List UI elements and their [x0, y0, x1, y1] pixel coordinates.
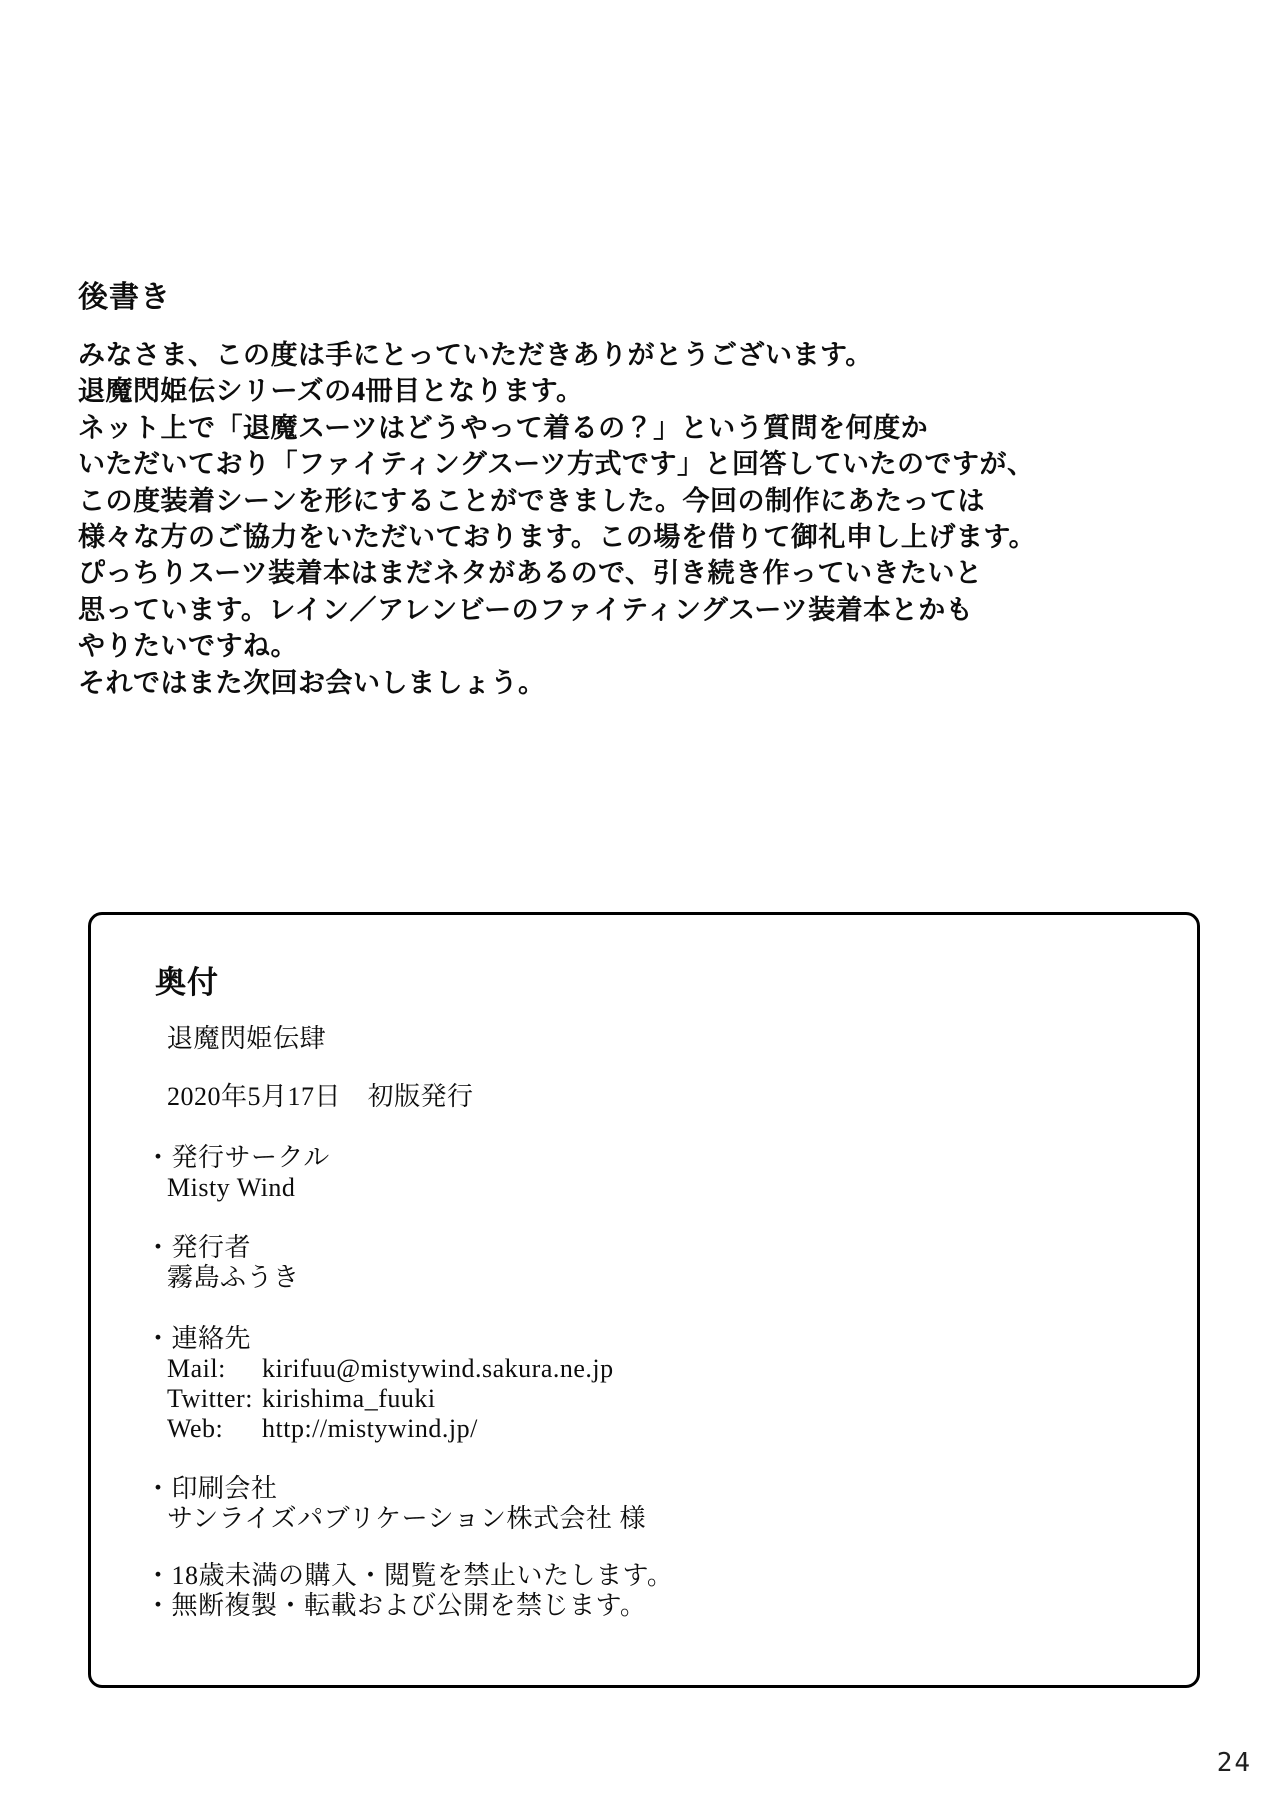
contact-value: kirifuu@mistywind.sakura.ne.jp [262, 1354, 614, 1383]
afterword-line: この度装着シーンを形にすることができました。今回の制作にあたっては [78, 485, 985, 516]
printer-section-value: サンライズパブリケーション株式会社 様 [167, 1504, 647, 1533]
colophon-heading: 奥付 [155, 965, 219, 1000]
contact-key: Mail: [167, 1354, 226, 1383]
afterword-line: それではまた次回お会いしましょう。 [78, 667, 546, 698]
afterword-line: 思っています。レイン／アレンビーのファイティングスーツ装着本とかも [78, 594, 974, 625]
afterword-section [78, 280, 1083, 701]
afterword-body [78, 337, 1083, 701]
publisher-section-value: 霧島ふうき [167, 1263, 300, 1292]
notice-line: ・18歳未満の購入・閲覧を禁止いたします。 [145, 1561, 674, 1590]
afterword-line: ネット上で「退魔スーツはどうやって着るの？」という質問を何度か [78, 412, 929, 443]
publisher-section-label: ・発行者 [145, 1233, 252, 1262]
afterword-line: 様々な方のご協力をいただいております。この場を借りて御礼申し上げます。 [78, 522, 1037, 553]
colophon-title: 退魔閃姫伝肆 [167, 1024, 327, 1053]
afterword-heading: 後書き [78, 281, 171, 314]
contact-row [167, 1414, 478, 1444]
colophon-date: 2020年5月17日 初版発行 [167, 1082, 474, 1111]
contact-key: Web: [167, 1414, 224, 1443]
colophon-box [88, 912, 1200, 1688]
contact-row [167, 1354, 614, 1384]
contact-value: http://mistywind.jp/ [262, 1414, 478, 1443]
afterword-line: やりたいですね。 [78, 631, 298, 662]
notice-line: ・無断複製・転載および公開を禁じます。 [145, 1591, 647, 1620]
afterword-line: みなさま、この度は手にとっていただきありがとうございます。 [78, 340, 873, 370]
contact-value: kirishima_fuuki [262, 1384, 436, 1413]
circle-section-label: ・発行サークル [145, 1143, 330, 1172]
page-number: 24 [1216, 1748, 1252, 1778]
contact-section-label: ・連絡先 [145, 1324, 252, 1353]
contact-key: Twitter: [167, 1384, 253, 1413]
afterword-line: ぴっちりスーツ装着本はまだネタがあるので、引き続き作っていきたいと [78, 558, 983, 589]
afterword-line: いただいており「ファイティングスーツ方式です」と回答していたのですが、 [78, 449, 1035, 480]
afterword-line: 退魔閃姫伝シリーズの4冊目となります。 [78, 376, 584, 407]
contact-row [167, 1384, 436, 1414]
circle-section-value: Misty Wind [167, 1173, 296, 1202]
printer-section-label: ・印刷会社 [145, 1474, 278, 1503]
